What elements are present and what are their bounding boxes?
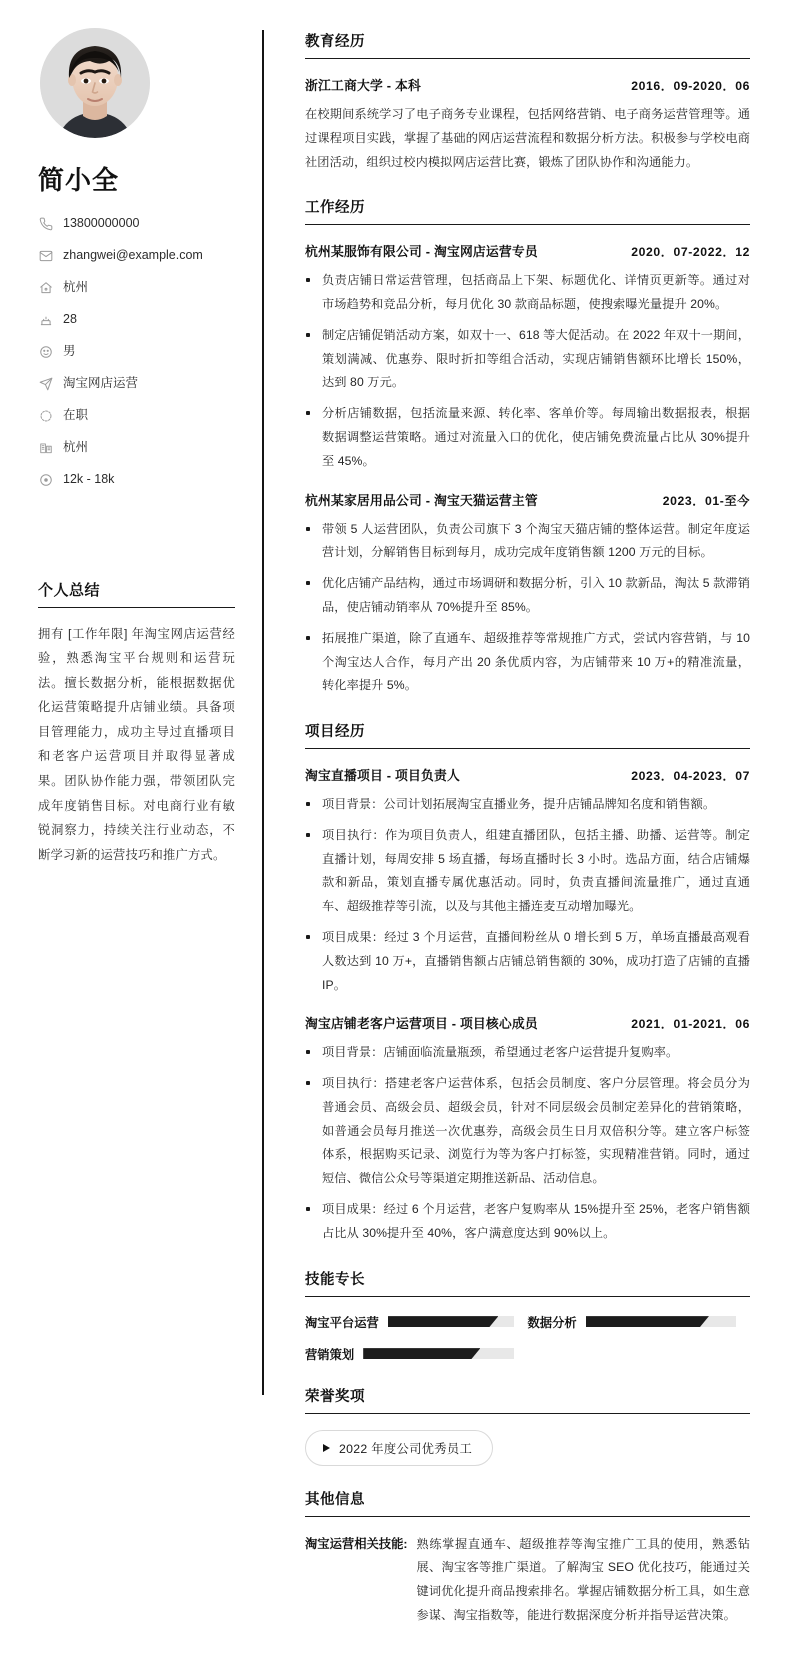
entry-date: 2023．01-至今 (662, 493, 750, 508)
bullet-item: 分析店铺数据，包括流量来源、转化率、客单价等。每周输出数据报表，根据数据调整运营策略。通过对流量入口的优化，使店铺免费流量占比从 30%提升至 45%。 (305, 402, 750, 473)
bullet-item: 项目背景：店铺面临流量瓶颈，希望通过老客户运营提升复购率。 (305, 1041, 750, 1065)
entry-date: 2021．01-2021．06 (631, 1017, 750, 1032)
honor-label: 2022 年度公司优秀员工 (339, 1441, 473, 1456)
section-title-honors: 荣誉奖项 (305, 1385, 750, 1414)
summary-text: 拥有 [工作年限] 年淘宝网店运营经验，熟悉淘宝平台规则和运营玩法。擅长数据分析，能根据数据优化运营策略提升店铺业绩。具备项目管理能力，成功主导过直播项目和老客户运营项目并取得显著成果。团队协作能力强，带领团队完成年度销售目标。对电商行业有敏锐洞察力，持续关注行业动态，不断学习新的运营技巧和推广方式。 (38, 626, 235, 862)
skill-progress-track (363, 1348, 513, 1359)
skill-progress-fill (586, 1316, 709, 1327)
section-projects (305, 720, 750, 1246)
bullet-item: 带领 5 人运营团队，负责公司旗下 3 个淘宝天猫店铺的整体运营。制定年度运营计划，分解销售目标到每月，成功完成年度销售额 1200 万元的目标。 (305, 518, 750, 566)
section-title-education: 教育经历 (305, 30, 750, 59)
skill-item (305, 1345, 528, 1363)
cake-icon (38, 312, 53, 327)
gender-icon (38, 344, 53, 359)
skill-item (305, 1313, 528, 1331)
skill-label: 营销策划 (305, 1347, 355, 1362)
entry-date: 2020．07-2022．12 (631, 245, 750, 260)
bullet-list (305, 793, 750, 997)
home-icon (38, 280, 53, 295)
contact-status (38, 407, 235, 425)
column-divider (262, 30, 264, 1395)
skill-progress-track (586, 1316, 736, 1327)
contact-value: 28 (63, 312, 77, 326)
main-content (263, 0, 794, 1676)
bullet-item: 项目成果：经过 3 个月运营，直播间粉丝从 0 增长到 5 万，单场直播最高观看人数达到 10 万+，直播销售额占店铺总销售额的 30%，成功打造了店铺的直播 IP。 (305, 926, 750, 997)
summary-section (38, 579, 235, 868)
entry-description: 在校期间系统学习了电子商务专业课程，包括网络营销、电子商务运营管理等。通过课程项目实践，掌握了基础的网店运营流程和数据分析方法。积极参与学校电商社团活动，组织过校内模拟网店运营比赛，锻炼了团队协作和沟通能力。 (305, 107, 750, 169)
contact-phone (38, 215, 235, 233)
building-icon (38, 440, 53, 455)
work-entry (305, 241, 750, 473)
entry-title: 杭州某家居用品公司 - 淘宝天猫运营主管 (305, 492, 538, 508)
bullet-item: 负责店铺日常运营管理，包括商品上下架、标题优化、详情页更新等。通过对市场趋势和竞品分析，每月优化 30 款商品标题，使搜索曝光量提升 20%。 (305, 269, 750, 317)
section-honors (305, 1385, 750, 1466)
contact-value: 淘宝网店运营 (63, 376, 139, 390)
contact-email (38, 247, 235, 265)
entry-header (305, 75, 750, 94)
contact-city (38, 279, 235, 297)
honor-badge[interactable] (305, 1430, 493, 1466)
entry-title: 浙江工商大学 - 本科 (305, 78, 421, 93)
section-work (305, 196, 750, 698)
bullet-item: 制定店铺促销活动方案，如双十一、618 等大促活动。在 2022 年双十一期间，策划满减、优惠券、限时折扣等组合活动，实现店铺销售额环比增长 150%，达到 80 万元。 (305, 324, 750, 395)
section-skills (305, 1268, 750, 1363)
section-education (305, 30, 750, 174)
envelope-icon (38, 248, 53, 263)
skill-label: 数据分析 (527, 1315, 577, 1330)
education-entry (305, 75, 750, 174)
entry-date: 2023．04-2023．07 (631, 769, 750, 784)
contact-age (38, 311, 235, 329)
bullet-item: 项目执行：作为项目负责人，组建直播团队，包括主播、助播、运营等。制定直播计划，每周安排 5 场直播，每场直播时长 3 小时。选品方面，结合店铺爆款和新品，策划直播专属优惠活动。同时，负责直播间流量推广，通过直通车、超级推荐等引流，以及与其他主播连麦互动增加曝光。 (305, 824, 750, 919)
contact-value: 杭州 (63, 440, 89, 454)
bullet-item: 项目背景：公司计划拓展淘宝直播业务，提升店铺品牌知名度和销售额。 (305, 793, 750, 817)
section-other-info (305, 1488, 750, 1628)
contact-salary (38, 471, 235, 489)
skill-item (528, 1313, 751, 1331)
contact-value: 杭州 (63, 280, 89, 294)
sidebar (0, 0, 263, 1676)
refresh-icon (38, 408, 53, 423)
avatar (40, 28, 150, 138)
coin-icon (38, 472, 53, 487)
entry-title: 淘宝直播项目 - 项目负责人 (305, 768, 460, 784)
contact-gender (38, 343, 235, 361)
entry-title: 杭州某服饰有限公司 - 淘宝网店运营专员 (305, 244, 538, 260)
skill-label: 淘宝平台运营 (305, 1315, 379, 1330)
skill-progress-fill (388, 1316, 499, 1327)
bullet-list (305, 269, 750, 473)
section-title-skills: 技能专长 (305, 1268, 750, 1297)
contact-value: 在职 (63, 408, 89, 422)
caret-right-icon (323, 1444, 330, 1452)
entry-date: 2016．09-2020．06 (631, 79, 750, 93)
other-info-row (305, 1533, 750, 1628)
bullet-item: 项目成果：经过 6 个月运营，老客户复购率从 15%提升至 25%，老客户销售额占比从 30%提升至 40%，客户满意度达到 90%以上。 (305, 1198, 750, 1246)
other-info-value: 熟练掌握直通车、超级推荐等淘宝推广工具的使用，熟悉钻展、淘宝客等推广渠道。了解淘宝 SEO 优化技巧，能通过关键词优化提升商品搜索排名。掌握店铺数据分析工具，如生意参谋、淘宝指数等，能进行数据深度分析并指导运营决策。 (416, 1536, 750, 1622)
page-title: 简小全 (38, 165, 120, 195)
contact-value: 13800000000 (63, 216, 140, 230)
project-entry (305, 1013, 750, 1245)
skill-progress-track (388, 1316, 514, 1327)
portrait-photo-icon (40, 28, 150, 138)
work-entry (305, 490, 750, 698)
bullet-item: 项目执行：搭建老客户运营体系，包括会员制度、客户分层管理。将会员分为普通会员、高级会员、超级会员，针对不同层级会员制定差异化的营销策略，如普通会员每月推送一次优惠券，高级会员生日月双倍积分等。建立客户标签体系，根据购买记录、浏览行为等为客户打标签，实现精准营销。同时，通过短信、微信公众号等渠道定期推送新品、活动信息。 (305, 1072, 750, 1191)
bullet-list (305, 518, 750, 698)
avatar-container (34, 28, 235, 138)
contact-work-city (38, 439, 235, 457)
bullet-item: 优化店铺产品结构，通过市场调研和数据分析，引入 10 款新品，淘汰 5 款滞销品，使店铺动销率从 70%提升至 85%。 (305, 572, 750, 620)
contact-value: 12k - 18k (63, 472, 115, 486)
entry-header (305, 241, 750, 260)
section-title-work: 工作经历 (305, 196, 750, 225)
skill-progress-fill (363, 1348, 480, 1359)
summary-title: 个人总结 (38, 579, 235, 608)
entry-header (305, 765, 750, 784)
section-title-other: 其他信息 (305, 1488, 750, 1517)
phone-icon (38, 216, 53, 231)
other-info-label: 淘宝运营相关技能: (305, 1536, 408, 1551)
entry-header (305, 490, 750, 509)
skill-list (305, 1313, 750, 1363)
section-title-projects: 项目经历 (305, 720, 750, 749)
paper-plane-icon (38, 376, 53, 391)
bullet-list (305, 1041, 750, 1245)
contact-list (38, 215, 235, 489)
bullet-item: 拓展推广渠道，除了直通车、超级推荐等常规推广方式，尝试内容营销，与 10 个淘宝达人合作，每月产出 20 条优质内容，为店铺带来 10 万+的精准流量，转化率提升 5%。 (305, 627, 750, 698)
project-entry (305, 765, 750, 997)
honor-list (305, 1430, 750, 1466)
contact-value: 男 (63, 344, 76, 358)
contact-value: zhangwei@example.com (63, 248, 203, 262)
entry-title: 淘宝店铺老客户运营项目 - 项目核心成员 (305, 1016, 538, 1032)
contact-position (38, 375, 235, 393)
entry-header (305, 1013, 750, 1032)
